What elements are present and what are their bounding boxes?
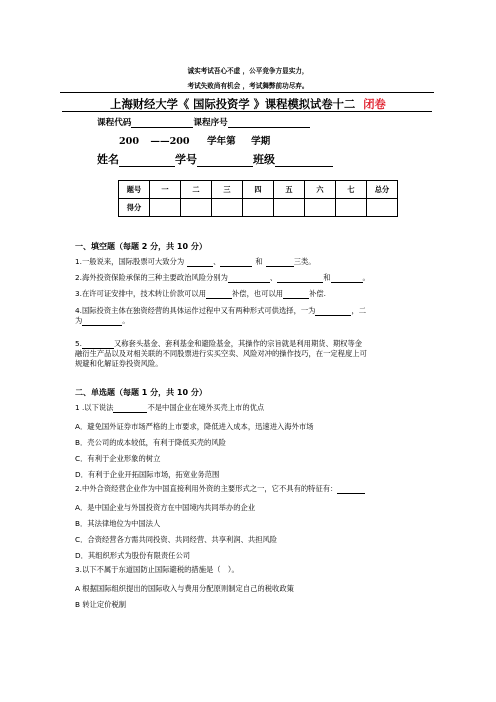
course-code-label: 课程代码	[97, 118, 132, 128]
name-field[interactable]	[119, 155, 175, 167]
fill-q1-text: 1.一般说来，国际股票可大致分为	[75, 257, 185, 266]
choice-q1-options	[75, 419, 435, 483]
score-table-header-row	[119, 181, 398, 199]
title-rule	[62, 111, 432, 112]
score-header-cell: 六	[305, 181, 336, 199]
fill-q1-blank-3[interactable]	[266, 258, 294, 267]
fill-q2-sep-1: 、	[269, 273, 278, 282]
score-table	[118, 180, 398, 217]
score-cell[interactable]	[305, 199, 336, 217]
choice-q2-text: 2.中外合资经营企业作为中国直接利用外资的主要形式之一，它不具有的特征有：	[75, 484, 338, 493]
choice-q2-blank[interactable]	[337, 485, 365, 494]
score-cell[interactable]	[367, 199, 398, 217]
fill-q3-mid: 补偿，也可以用	[232, 289, 284, 298]
exam-title	[0, 96, 496, 112]
fill-q5	[75, 339, 435, 369]
score-table-score-row	[119, 199, 398, 217]
fill-q2	[75, 273, 435, 283]
fill-q1-sep-2: 和	[255, 257, 263, 266]
fill-q3-blank-1[interactable]	[206, 290, 232, 299]
term-label: 学期	[251, 136, 271, 147]
score-header-cell: 四	[243, 181, 274, 199]
choice-q1-option-c[interactable]: C．有利于企业形象的树立	[75, 454, 161, 463]
choice-q1-option-a[interactable]: A．避免国外证券市场严格的上市要求，降低进入成本，迅速进入海外市场	[75, 422, 314, 431]
closed-book-label: 闭卷	[363, 97, 386, 111]
section-1-heading: 一、填空题（每题 2 分，共 10 分）	[75, 242, 207, 251]
fill-q2-sep-2: 和	[323, 273, 331, 282]
score-header-cell: 一	[150, 181, 181, 199]
year-to: ——200	[150, 136, 190, 147]
score-header-cell: 题号	[119, 181, 150, 199]
fill-q2-blank-3[interactable]	[331, 274, 363, 283]
fill-q5-text: 又称套头基金、套利基金和避险基金，其操作的宗旨就是利用期货、期权等金	[113, 339, 363, 348]
year-label: 学年第	[206, 136, 236, 147]
name-label: 姓名	[97, 153, 119, 166]
exam-title-text: 上海财经大学《 国际投资学 》课程模拟试卷十二	[110, 97, 356, 111]
fill-q3-blank-2[interactable]	[283, 290, 309, 299]
choice-q2-options	[75, 500, 435, 564]
choice-q1-blank[interactable]	[113, 404, 147, 413]
year-from: 200	[119, 136, 140, 147]
choice-q3-option-a[interactable]: A 根据国际组织提出的国际收入与费用分配原则制定自己的税收政策	[75, 584, 294, 593]
choice-q3-option-b[interactable]: B 转让定价税制	[75, 600, 127, 609]
academic-year-row	[119, 133, 270, 147]
score-cell[interactable]	[150, 199, 181, 217]
score-header-cell: 七	[336, 181, 367, 199]
fill-q4-blank-1[interactable]	[315, 307, 351, 316]
header-rule	[60, 92, 434, 93]
fill-q4	[75, 306, 435, 326]
class-field[interactable]	[275, 155, 333, 167]
fill-q2-text: 2.海外投资保险承保的三种主要政治风险分别为	[75, 273, 228, 282]
fill-q2-blank-2[interactable]	[277, 274, 323, 283]
choice-q2-option-c[interactable]: C．合资经营各方需共同投资、共同经营、共享利润、共担风险	[75, 535, 278, 544]
fill-q4-text: 4.国际投资主体在独资经营的具体运作过程中又有两种形式可供选择，一为	[75, 306, 316, 315]
fill-q4-line2-start: 为	[75, 316, 83, 325]
fill-q3-text: 3.在许可证安排中，技术转让价款可以用	[75, 289, 207, 298]
choice-q2-option-a[interactable]: A．是中国企业与外国投资方在中国境内共同举办的企业	[75, 503, 256, 512]
score-header-cell: 二	[181, 181, 212, 199]
choice-q1-option-d[interactable]: D．有利于企业开拓国际市场，拓宽业务范围	[75, 470, 220, 479]
score-cell[interactable]	[336, 199, 367, 217]
fill-q3	[75, 289, 435, 299]
score-header-cell: 总分	[367, 181, 398, 199]
fill-q3-end: 补偿.	[309, 289, 327, 298]
student-info-row	[97, 151, 333, 167]
motto-line-1: 诚实考试吾心不虚 ，公平竞争方显实力，	[187, 67, 309, 75]
score-cell[interactable]	[212, 199, 243, 217]
fill-q4-mid: ，二	[351, 306, 367, 315]
fill-q5-line3: 规避和化解证券投资风险。	[75, 359, 163, 368]
choice-q3-options	[75, 581, 435, 613]
score-row-label: 得分	[119, 199, 150, 217]
fill-q2-blank-1[interactable]	[228, 274, 270, 283]
choice-q1	[75, 403, 435, 413]
motto-line-2: 考试失败尚有机会 ，考试舞弊前功尽弃。	[187, 82, 309, 90]
fill-q5-number: 5.	[75, 339, 82, 348]
choice-q2	[75, 484, 435, 494]
course-code-field[interactable]	[131, 118, 193, 128]
course-seq-label: 课程序号	[193, 118, 228, 128]
score-cell[interactable]	[181, 199, 212, 217]
choice-q2-option-d[interactable]: D．其组织形式为股份有限责任公司	[75, 551, 191, 560]
fill-q1-blank-1[interactable]	[187, 258, 213, 267]
fill-q1-end: 三类。	[293, 257, 316, 266]
id-label: 学号	[175, 153, 197, 166]
fill-q5-blank[interactable]	[82, 340, 114, 349]
fill-q1	[75, 257, 435, 267]
choice-q2-option-b[interactable]: B．其法律地位为中国法人	[75, 519, 161, 528]
choice-q1-end: 不是中国企业在境外买壳上市的优点	[147, 403, 265, 412]
fill-q4-end: 。	[122, 316, 130, 325]
fill-q5-line2: 融衍生产品以及对相关联的不同股票进行实买空卖、风险对冲的操作技巧，在一定程度上可	[75, 349, 367, 358]
score-cell[interactable]	[243, 199, 274, 217]
choice-q3: 3.以下不属于东道国防止国际避税的措施是（ ）。	[75, 565, 239, 574]
choice-q1-text: 1 .以下说法	[75, 403, 114, 412]
choice-q1-option-b[interactable]: B．壳公司的成本较低，有利于降低买壳的风险	[75, 438, 226, 447]
course-seq-field[interactable]	[228, 118, 310, 128]
score-cell[interactable]	[274, 199, 305, 217]
student-id-field[interactable]	[197, 155, 253, 167]
fill-q2-end: 。	[362, 273, 370, 282]
score-header-cell: 五	[274, 181, 305, 199]
course-code-row	[97, 116, 310, 128]
section-2-heading: 二、单选题（每题 1 分，共 10 分）	[75, 388, 207, 397]
class-label: 班级	[253, 153, 275, 166]
fill-q4-blank-2[interactable]	[82, 317, 122, 326]
fill-q1-sep-1: 、	[213, 257, 221, 266]
score-header-cell: 三	[212, 181, 243, 199]
fill-q1-blank-2[interactable]	[220, 258, 252, 267]
